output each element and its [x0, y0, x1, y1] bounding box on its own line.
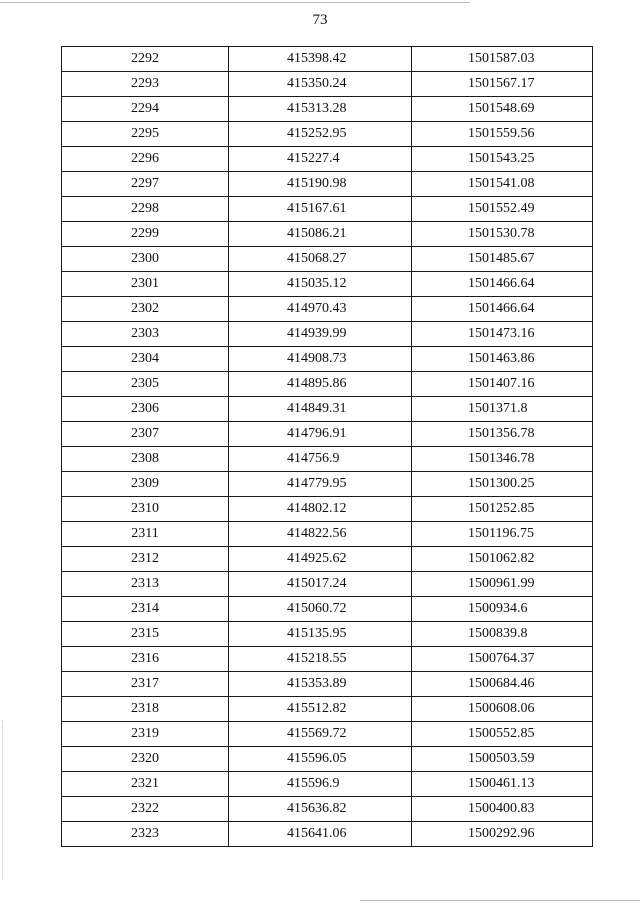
x-coordinate-cell: 415167.61	[229, 197, 412, 222]
table-row	[62, 597, 593, 622]
table-row	[62, 472, 593, 497]
table-row	[62, 672, 593, 697]
y-coordinate-cell: 1501346.78	[412, 447, 593, 472]
point-number-cell: 2308	[62, 447, 229, 472]
table-row	[62, 222, 593, 247]
x-coordinate-cell: 415017.24	[229, 572, 412, 597]
table-row	[62, 72, 593, 97]
x-coordinate-cell: 415252.95	[229, 122, 412, 147]
x-coordinate-cell: 414895.86	[229, 372, 412, 397]
point-number-cell: 2296	[62, 147, 229, 172]
table-row	[62, 247, 593, 272]
y-coordinate-cell: 1501473.16	[412, 322, 593, 347]
x-coordinate-cell: 415636.82	[229, 797, 412, 822]
table-row	[62, 572, 593, 597]
table-row	[62, 297, 593, 322]
x-coordinate-cell: 415068.27	[229, 247, 412, 272]
y-coordinate-cell: 1501485.67	[412, 247, 593, 272]
scan-margin-mark	[2, 720, 3, 880]
y-coordinate-cell: 1501371.8	[412, 397, 593, 422]
table-row	[62, 147, 593, 172]
y-coordinate-cell: 1501587.03	[412, 47, 593, 72]
x-coordinate-cell: 414925.62	[229, 547, 412, 572]
point-number-cell: 2297	[62, 172, 229, 197]
y-coordinate-cell: 1500461.13	[412, 772, 593, 797]
y-coordinate-cell: 1500503.59	[412, 747, 593, 772]
table-row	[62, 722, 593, 747]
top-edge-line	[0, 2, 470, 3]
table-row	[62, 822, 593, 847]
point-number-cell: 2310	[62, 497, 229, 522]
y-coordinate-cell: 1501356.78	[412, 422, 593, 447]
y-coordinate-cell: 1501567.17	[412, 72, 593, 97]
point-number-cell: 2304	[62, 347, 229, 372]
y-coordinate-cell: 1501466.64	[412, 272, 593, 297]
table-row	[62, 97, 593, 122]
table-row	[62, 422, 593, 447]
table-row	[62, 372, 593, 397]
coordinates-table	[61, 46, 593, 847]
bottom-edge-line	[360, 900, 640, 901]
table-row	[62, 522, 593, 547]
table-row	[62, 272, 593, 297]
y-coordinate-cell: 1500839.8	[412, 622, 593, 647]
x-coordinate-cell: 415313.28	[229, 97, 412, 122]
x-coordinate-cell: 415596.9	[229, 772, 412, 797]
point-number-cell: 2305	[62, 372, 229, 397]
x-coordinate-cell: 415060.72	[229, 597, 412, 622]
table-row	[62, 322, 593, 347]
x-coordinate-cell: 415218.55	[229, 647, 412, 672]
y-coordinate-cell: 1500934.6	[412, 597, 593, 622]
y-coordinate-cell: 1501552.49	[412, 197, 593, 222]
table-row	[62, 647, 593, 672]
x-coordinate-cell: 414939.99	[229, 322, 412, 347]
x-coordinate-cell: 414796.91	[229, 422, 412, 447]
y-coordinate-cell: 1501548.69	[412, 97, 593, 122]
point-number-cell: 2317	[62, 672, 229, 697]
point-number-cell: 2294	[62, 97, 229, 122]
y-coordinate-cell: 1500961.99	[412, 572, 593, 597]
table-row	[62, 497, 593, 522]
x-coordinate-cell: 415135.95	[229, 622, 412, 647]
x-coordinate-cell: 415350.24	[229, 72, 412, 97]
y-coordinate-cell: 1500552.85	[412, 722, 593, 747]
point-number-cell: 2323	[62, 822, 229, 847]
y-coordinate-cell: 1501541.08	[412, 172, 593, 197]
y-coordinate-cell: 1500400.83	[412, 797, 593, 822]
point-number-cell: 2307	[62, 422, 229, 447]
point-number-cell: 2292	[62, 47, 229, 72]
x-coordinate-cell: 415398.42	[229, 47, 412, 72]
y-coordinate-cell: 1501559.56	[412, 122, 593, 147]
x-coordinate-cell: 414849.31	[229, 397, 412, 422]
point-number-cell: 2298	[62, 197, 229, 222]
point-number-cell: 2303	[62, 322, 229, 347]
x-coordinate-cell: 415353.89	[229, 672, 412, 697]
y-coordinate-cell: 1501407.16	[412, 372, 593, 397]
x-coordinate-cell: 415035.12	[229, 272, 412, 297]
table-row	[62, 772, 593, 797]
table-row	[62, 122, 593, 147]
x-coordinate-cell: 415512.82	[229, 697, 412, 722]
table-row	[62, 622, 593, 647]
point-number-cell: 2319	[62, 722, 229, 747]
y-coordinate-cell: 1501543.25	[412, 147, 593, 172]
point-number-cell: 2301	[62, 272, 229, 297]
table-row	[62, 197, 593, 222]
table-row	[62, 697, 593, 722]
table-row	[62, 797, 593, 822]
point-number-cell: 2313	[62, 572, 229, 597]
point-number-cell: 2321	[62, 772, 229, 797]
y-coordinate-cell: 1501466.64	[412, 297, 593, 322]
x-coordinate-cell: 415227.4	[229, 147, 412, 172]
y-coordinate-cell: 1500292.96	[412, 822, 593, 847]
point-number-cell: 2315	[62, 622, 229, 647]
x-coordinate-cell: 414779.95	[229, 472, 412, 497]
point-number-cell: 2293	[62, 72, 229, 97]
point-number-cell: 2318	[62, 697, 229, 722]
y-coordinate-cell: 1500684.46	[412, 672, 593, 697]
y-coordinate-cell: 1501196.75	[412, 522, 593, 547]
x-coordinate-cell: 415190.98	[229, 172, 412, 197]
y-coordinate-cell: 1501062.82	[412, 547, 593, 572]
coordinates-table-body	[62, 47, 593, 847]
x-coordinate-cell: 414908.73	[229, 347, 412, 372]
y-coordinate-cell: 1501463.86	[412, 347, 593, 372]
y-coordinate-cell: 1500764.37	[412, 647, 593, 672]
y-coordinate-cell: 1501252.85	[412, 497, 593, 522]
point-number-cell: 2320	[62, 747, 229, 772]
page-number: 73	[312, 12, 328, 28]
table-row	[62, 47, 593, 72]
point-number-cell: 2299	[62, 222, 229, 247]
table-row	[62, 347, 593, 372]
point-number-cell: 2322	[62, 797, 229, 822]
point-number-cell: 2309	[62, 472, 229, 497]
table-row	[62, 172, 593, 197]
x-coordinate-cell: 415596.05	[229, 747, 412, 772]
x-coordinate-cell: 415569.72	[229, 722, 412, 747]
table-row	[62, 547, 593, 572]
x-coordinate-cell: 414822.56	[229, 522, 412, 547]
x-coordinate-cell: 414756.9	[229, 447, 412, 472]
y-coordinate-cell: 1501530.78	[412, 222, 593, 247]
table-row	[62, 447, 593, 472]
y-coordinate-cell: 1500608.06	[412, 697, 593, 722]
point-number-cell: 2314	[62, 597, 229, 622]
x-coordinate-cell: 415641.06	[229, 822, 412, 847]
table-row	[62, 747, 593, 772]
x-coordinate-cell: 414970.43	[229, 297, 412, 322]
point-number-cell: 2302	[62, 297, 229, 322]
point-number-cell: 2306	[62, 397, 229, 422]
point-number-cell: 2295	[62, 122, 229, 147]
x-coordinate-cell: 414802.12	[229, 497, 412, 522]
point-number-cell: 2316	[62, 647, 229, 672]
y-coordinate-cell: 1501300.25	[412, 472, 593, 497]
table-row	[62, 397, 593, 422]
point-number-cell: 2312	[62, 547, 229, 572]
x-coordinate-cell: 415086.21	[229, 222, 412, 247]
point-number-cell: 2300	[62, 247, 229, 272]
point-number-cell: 2311	[62, 522, 229, 547]
